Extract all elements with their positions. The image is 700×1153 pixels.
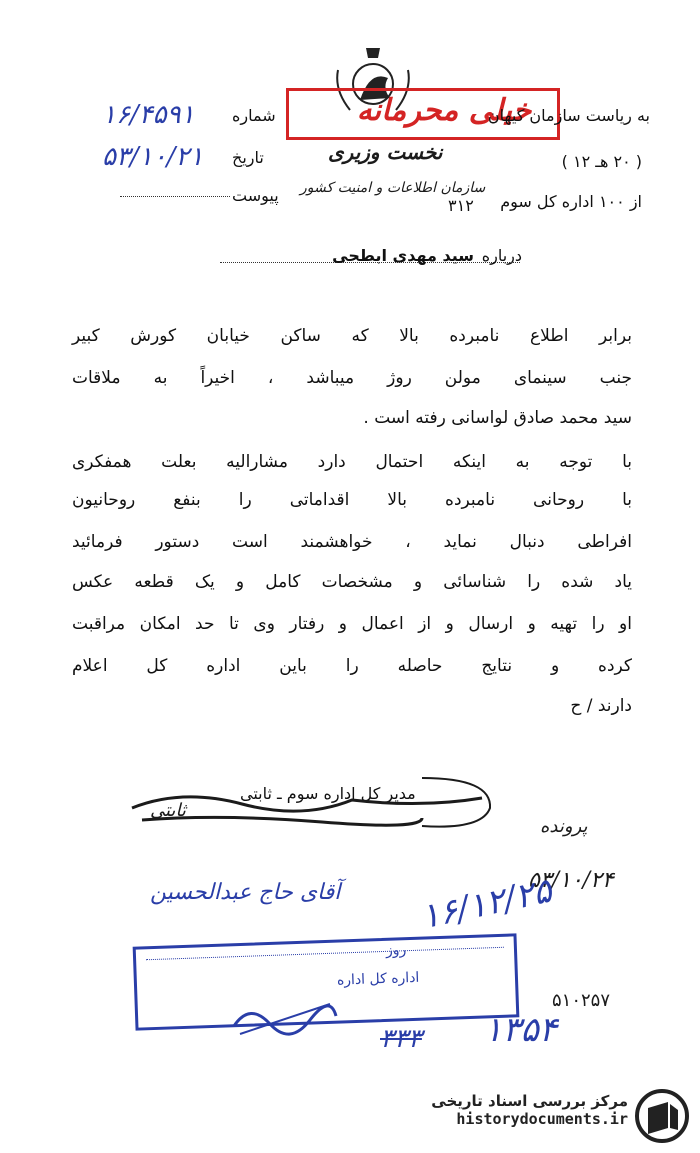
seal-line-2: سازمان اطلاعات و امنیت کشور bbox=[300, 180, 486, 196]
body-line: دارند / ح bbox=[570, 696, 632, 716]
signature-name: ثابتی bbox=[150, 800, 186, 821]
file-note-date: ۵۳/۱۰/۲۴ bbox=[528, 868, 614, 893]
from-line: از ۱۰۰ اداره کل سوم bbox=[500, 192, 642, 211]
body-line: برابر اطلاع نامبرده بالا که ساکن خیابان کورش کبیر bbox=[72, 326, 632, 346]
watermark-org: مرکز بررسی اسناد تاریخی bbox=[431, 1092, 628, 1110]
reference-code: ( ۲۰ هـ ۱۲ ) bbox=[561, 152, 642, 171]
recipient-line: به ریاست سازمان کیهان bbox=[487, 106, 650, 125]
seal-line-1: نخست وزیری bbox=[328, 140, 443, 164]
attachment-label: پیوست bbox=[232, 186, 279, 205]
side-number: ۵۱۰۲۵۷ bbox=[552, 990, 611, 1011]
date-value: ۵۳/۱۰/۲۱ bbox=[102, 142, 204, 172]
body-line: سید محمد صادق لواسانی رفته است . bbox=[363, 408, 632, 428]
blue-handwritten-numbers: ۱۶/۱۲/۲۵ bbox=[417, 870, 556, 938]
signature-title: مدیر کل اداره سوم ـ ثابتی bbox=[240, 784, 416, 803]
bottom-handwritten-number: ۱۳۵۴ bbox=[484, 1010, 558, 1050]
number-value: ۱۶/۴۵۹۱ bbox=[102, 100, 195, 130]
body-line: کرده و نتایج حاصله را باین اداره کل اعلام bbox=[72, 656, 632, 676]
body-line: افراطی دنبال نماید ، خواهشمند است دستور فرمائید bbox=[72, 532, 632, 552]
bottom-small-number: ۳۳۳ bbox=[380, 1024, 422, 1054]
body-line: یاد شده را شناسائی و مشخصات کامل و یک قطعه عکس bbox=[72, 572, 632, 592]
reference-numbers: ۳۱۲ bbox=[448, 196, 474, 215]
archive-logo-icon bbox=[634, 1088, 690, 1144]
stamp-dotted-line bbox=[146, 947, 504, 961]
subject-value: سید مهدی ابطحی bbox=[332, 246, 474, 265]
body-line: با توجه به اینکه احتمال دارد مشارالیه بعلت همفکری bbox=[72, 452, 632, 472]
body-line: جنب سینمای مولن روژ میباشد ، اخیراً به ملاقات bbox=[72, 368, 632, 388]
body-line: او را تهیه و ارسال و از اعمال و رفتار وی تا حد امکان مراقبت bbox=[72, 614, 632, 634]
crossed-out-scribble-icon bbox=[230, 996, 340, 1040]
stamp-ref-label: اداره کل اداره bbox=[336, 969, 420, 989]
blue-handwriting: آقای حاج عبدالحسین bbox=[150, 880, 341, 905]
watermark-site: historydocuments.ir bbox=[456, 1110, 628, 1128]
number-label: شماره bbox=[232, 106, 276, 125]
date-label: تاریخ bbox=[232, 148, 264, 167]
watermark-block bbox=[408, 1092, 628, 1128]
file-note: پرونده bbox=[540, 816, 588, 837]
body-line: با روحانی نامبرده بالا اقداماتی را بنفع روحانیون bbox=[72, 490, 632, 510]
classification-stamp-text: خیلی محرمانه bbox=[356, 93, 532, 128]
attachment-dots bbox=[120, 196, 230, 197]
subject-label: درباره bbox=[481, 246, 522, 265]
stamp-day-label: روز bbox=[385, 942, 407, 959]
